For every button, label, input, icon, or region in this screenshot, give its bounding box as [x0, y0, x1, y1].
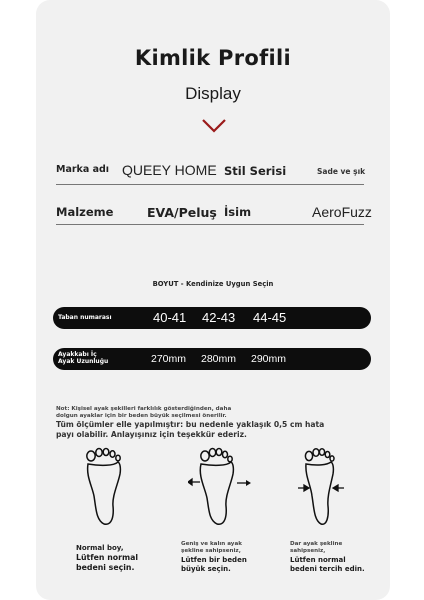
caption-text: Lütfen normal [290, 556, 346, 564]
material-value: EVA/Peluş [147, 205, 217, 220]
caption-wide [181, 541, 276, 574]
profile-card [36, 0, 390, 600]
arrow-right-icon [236, 478, 252, 488]
caption-text: Lütfen bir beden [181, 556, 247, 564]
caption-text: sahipseniz, [290, 548, 326, 554]
caption-text: Dar ayak şekline [290, 541, 343, 547]
caption-text: Lütfen normal [76, 553, 139, 562]
caption-text: büyük seçin. [181, 565, 231, 573]
size-bar-length [53, 348, 371, 370]
caption-normal [76, 544, 166, 573]
taban-value: 44-45 [253, 310, 287, 325]
foot-narrow-icon [296, 446, 346, 528]
material-label: Malzeme [56, 205, 114, 219]
divider [224, 184, 364, 185]
foot-normal-icon [80, 446, 130, 528]
caption-text: Geniş ve kalın ayak [181, 541, 242, 547]
length-value: 270mm [151, 353, 187, 365]
foot-wide-icon [188, 446, 238, 528]
chevron-down-icon [201, 118, 227, 134]
size-heading: BOYUT - Kendinize Uygun Seçin [152, 280, 274, 288]
name-label: İsim [224, 205, 252, 219]
length-label-2: Ayak Uzunluğu [58, 358, 109, 365]
page-title: Kimlik Profili [134, 46, 292, 70]
note-line: Tüm ölçümler elle yapılmıştır: bu nedenle yaklaşık 0,5 cm hata [56, 420, 325, 429]
divider [224, 224, 364, 225]
length-value: 280mm [201, 353, 237, 365]
page-subtitle: Display [185, 84, 241, 103]
taban-value: 40-41 [153, 310, 187, 325]
length-label-1: Ayakkabı İç [58, 351, 97, 358]
style-label: Stil Serisi [224, 164, 287, 178]
name-value: AeroFuzz [312, 204, 372, 220]
caption-text: bedeni seçin. [76, 563, 135, 572]
divider [56, 184, 230, 185]
caption-narrow [290, 541, 386, 574]
size-bar-taban [53, 307, 371, 329]
taban-value: 42-43 [202, 310, 236, 325]
caption-text: Normal boy, [76, 544, 124, 552]
taban-label: Taban numarası [58, 314, 112, 321]
caption-text: bedeni tercih edin. [290, 565, 365, 573]
caption-text: şekline sahipseniz, [181, 548, 241, 554]
note-line: dolgun ayaklar için bir beden büyük seçilmesi önerilir. [56, 413, 227, 419]
note-line: Not: Kişisel ayak şekilleri farklılık gösterdiğinden, daha [56, 406, 232, 412]
length-value: 290mm [251, 353, 287, 365]
brand-label: Marka adı [56, 164, 110, 175]
style-value: Sade ve şık [317, 167, 366, 176]
note-line: payı olabilir. Anlayışınız için teşekkür ederiz. [56, 429, 247, 439]
divider [56, 224, 230, 225]
size-note [56, 406, 376, 439]
brand-value: QUEEY HOME [122, 162, 217, 178]
